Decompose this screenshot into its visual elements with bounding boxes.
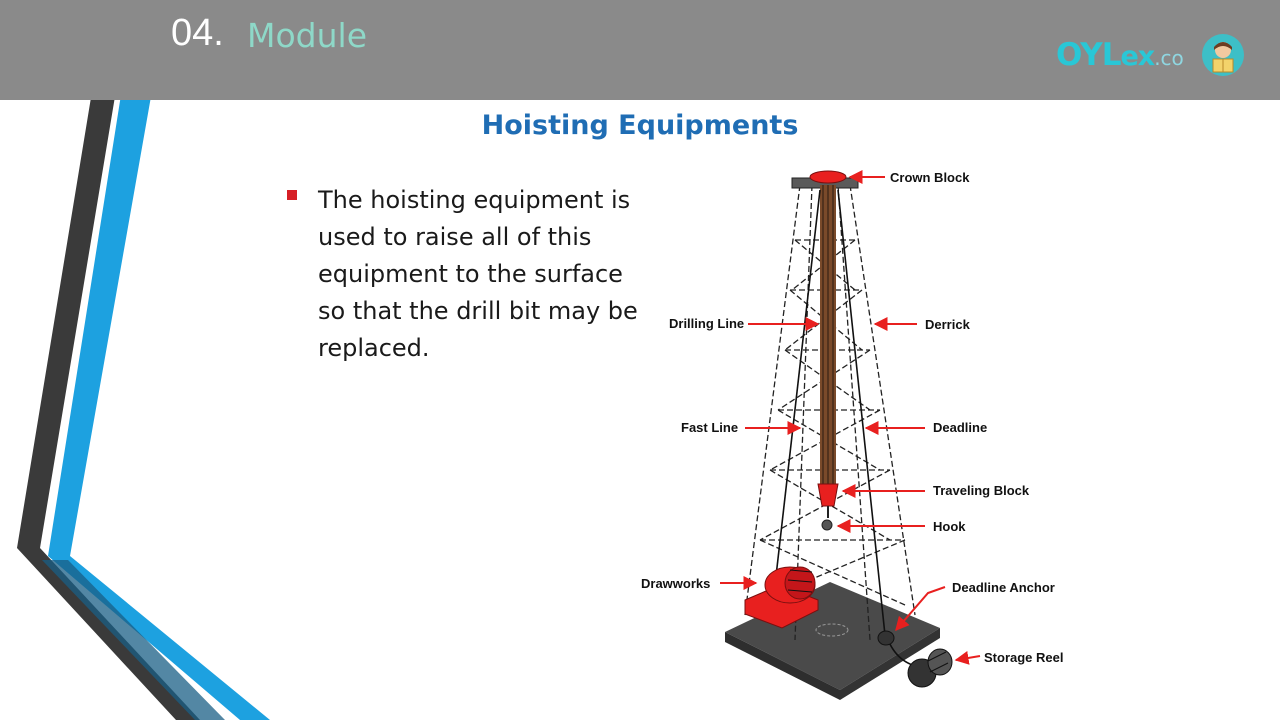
label-drawworks: Drawworks: [641, 576, 711, 591]
label-drilling-line: Drilling Line: [669, 316, 745, 331]
module-label: Module: [247, 16, 367, 55]
label-derrick: Derrick: [925, 317, 970, 332]
traveling-block-icon: [818, 484, 838, 506]
bullet-text: The hoisting equipment is used to raise all of this equipment to the surface so that the drill bit may be replaced.: [318, 186, 638, 362]
storage-reel-icon: [908, 649, 952, 687]
bullet-marker: [287, 190, 297, 200]
logo-wordmark: OYLex.co: [1056, 37, 1184, 73]
decorative-swoosh: [0, 0, 300, 720]
label-storage-reel: Storage Reel: [984, 650, 1064, 665]
label-deadline-anchor: Deadline Anchor: [952, 580, 1055, 595]
deadline-anchor-icon: [878, 631, 894, 645]
label-fast-line: Fast Line: [681, 420, 739, 435]
hoisting-rig-diagram: [630, 160, 1080, 710]
slide-title: Hoisting Equipments: [481, 110, 799, 141]
drilling-line-icon: [820, 185, 836, 485]
label-deadline: Deadline: [933, 420, 988, 435]
module-number: 04.: [171, 12, 224, 54]
reader-avatar-icon: [1201, 33, 1245, 77]
label-traveling-block: Traveling Block: [933, 483, 1030, 498]
label-crown-block: Crown Block: [890, 170, 970, 185]
pointer-arrows: [720, 177, 980, 660]
top-bar: [0, 0, 1280, 100]
hook-icon: [822, 506, 832, 530]
label-hook: Hook: [933, 519, 966, 534]
